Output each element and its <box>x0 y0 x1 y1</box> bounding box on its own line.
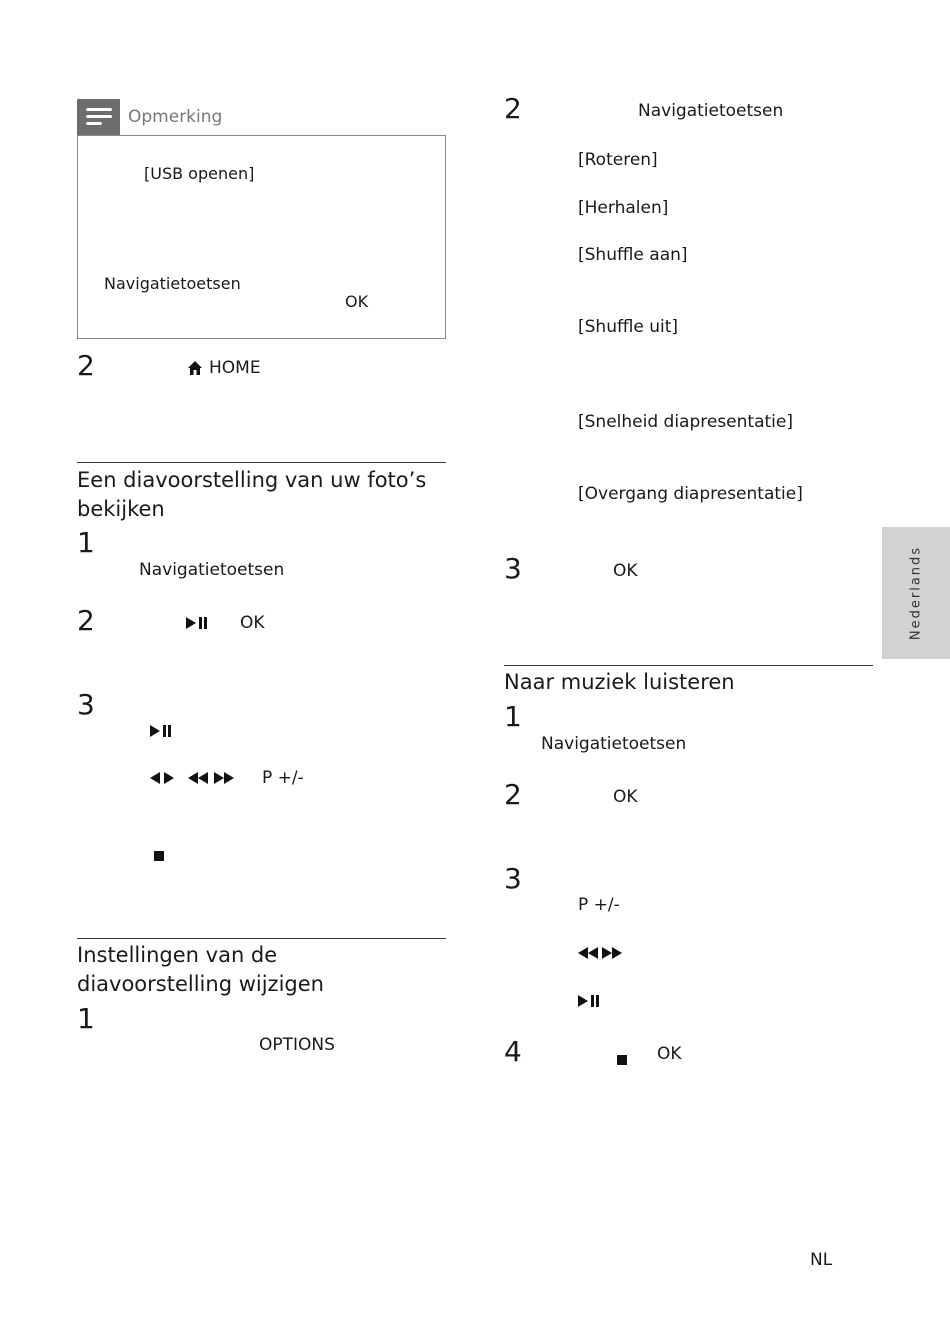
step-number: 1 <box>77 526 95 559</box>
note-line-ok: OK <box>345 292 369 311</box>
section-divider <box>77 462 446 463</box>
step-number: 1 <box>504 700 522 733</box>
step-text: Navigatietoetsen <box>638 101 784 121</box>
section-heading-settings: Instellingen van de diavoorstelling wijzigen <box>77 943 324 996</box>
option-slideshow-transition: [Overgang diapresentatie] <box>578 484 803 504</box>
step-text: Navigatietoetsen <box>139 560 285 580</box>
home-icon <box>187 360 203 380</box>
rewind-fastforward-icon <box>188 772 234 784</box>
option-shuffle-on: [Shuffle aan] <box>578 245 688 265</box>
rewind-fastforward-icon <box>578 947 622 959</box>
step-number: 1 <box>77 1002 95 1035</box>
stop-icon <box>154 845 164 864</box>
note-line-usb: [USB openen] <box>144 164 255 183</box>
step-number: 4 <box>504 1035 522 1068</box>
section-heading-music: Naar muziek luisteren <box>504 670 735 694</box>
step-text-ok: OK <box>240 613 265 633</box>
step-text-ok: OK <box>613 787 638 807</box>
home-label: HOME <box>209 358 261 378</box>
step-number: 2 <box>504 778 522 811</box>
step-text-channel: P +/- <box>262 768 304 788</box>
step-text-ok: OK <box>657 1044 682 1064</box>
step-number: 2 <box>77 349 95 382</box>
stop-icon <box>617 1049 627 1068</box>
option-repeat: [Herhalen] <box>578 198 669 218</box>
note-line-nav: Navigatietoetsen <box>104 274 241 293</box>
step-text: Navigatietoetsen <box>541 734 687 754</box>
step-number: 3 <box>77 688 95 721</box>
step-number: 3 <box>504 862 522 895</box>
page-footer-language: NL <box>810 1250 833 1270</box>
step-text-options: OPTIONS <box>259 1035 335 1055</box>
step-text-ok: OK <box>613 561 638 581</box>
option-rotate: [Roteren] <box>578 150 658 170</box>
section-divider <box>77 938 446 939</box>
play-pause-icon <box>186 617 207 629</box>
step-number: 2 <box>77 604 95 637</box>
play-pause-icon <box>150 725 171 737</box>
step-text-channel: P +/- <box>578 895 620 915</box>
play-pause-icon <box>578 995 599 1007</box>
note-box <box>77 135 446 339</box>
option-slideshow-speed: [Snelheid diapresentatie] <box>578 412 793 432</box>
section-heading-slideshow: Een diavoorstelling van uw foto’s bekijken <box>77 468 427 521</box>
left-right-arrows-icon <box>150 772 174 784</box>
step-number: 2 <box>504 92 522 125</box>
step-number: 3 <box>504 552 522 585</box>
language-tab-label: Nederlands <box>908 545 924 641</box>
note-label: Opmerking <box>128 107 223 127</box>
note-icon <box>77 99 120 135</box>
option-shuffle-off: [Shuffle uit] <box>578 317 679 337</box>
section-divider <box>504 665 873 666</box>
